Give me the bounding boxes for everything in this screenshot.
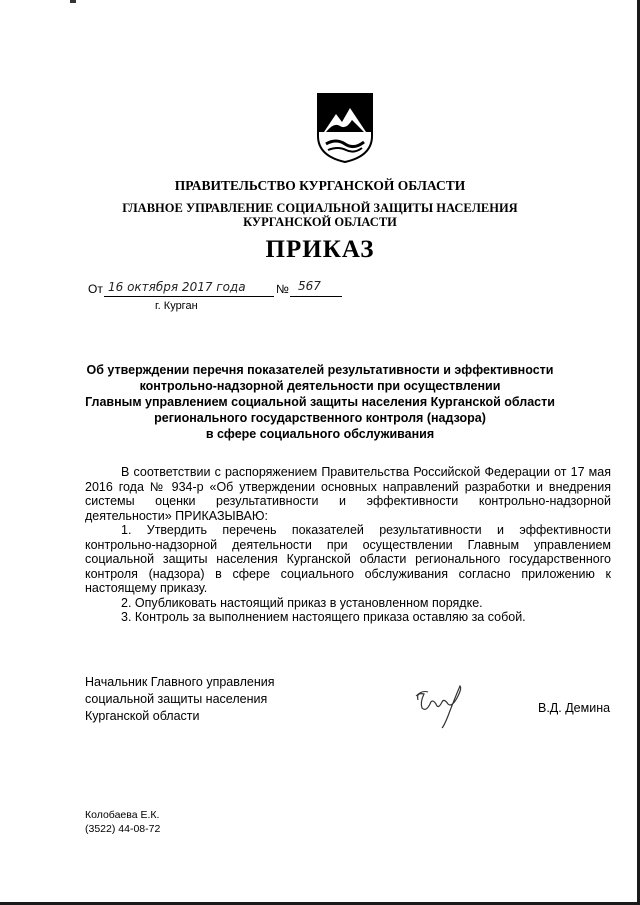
order-subject <box>0 362 640 442</box>
coat-of-arms-emblem <box>316 92 374 164</box>
order-body <box>85 465 611 625</box>
subject-line: в сфере социального обслуживания <box>205 427 435 441</box>
executor-phone: (3522) 44-08-72 <box>85 823 161 835</box>
order-date-handwritten: 16 октября 2017 года <box>108 280 246 294</box>
position-line: Начальник Главного управления <box>85 675 275 689</box>
from-label: От <box>88 282 103 296</box>
date-underline <box>104 296 274 297</box>
preamble-paragraph: В соответствии с распоряжением Правительства Российской Федерации от 17 мая 2016 года № 934-р «Об утверждении основных направлений разработки и внедрения системы оценки результативности и эффективности контрольно-надзорной деятельности» ПРИКАЗЫВАЮ: <box>85 465 611 523</box>
order-number-handwritten: 567 <box>298 279 321 293</box>
signatory-name: В.Д. Демина <box>538 701 611 715</box>
city-label: г. Курган <box>155 300 198 312</box>
executor-name: Колобаева Е.К. <box>85 809 160 821</box>
order-item-3: 3. Контроль за выполнением настоящего приказа оставляю за собой. <box>121 610 526 624</box>
order-item-2: 2. Опубликовать настоящий приказ в установленном порядке. <box>121 595 483 610</box>
signatory-position <box>85 674 275 725</box>
number-underline <box>290 296 342 297</box>
order-item-1: 1. Утвердить перечень показателей результативности и эффективности контрольно-надзорной деятельности при осуществлении Главным управлением социальной защиты населения Курганской области регионального государственного контроля (надзора) в сфере социального обслуживания согласно приложению к настоящему приказу. <box>85 523 611 595</box>
handwritten-signature <box>412 682 468 730</box>
department-title-line2: КУРГАНСКОЙ ОБЛАСТИ <box>243 215 397 229</box>
number-label: № <box>276 282 289 296</box>
scan-artifact <box>70 0 76 3</box>
department-title <box>0 201 640 229</box>
subject-line: Главным управлением социальной защиты населения Курганской области <box>85 395 555 409</box>
order-date-line <box>88 282 103 296</box>
subject-line: контрольно-надзорной деятельности при осуществлении <box>139 379 501 393</box>
executor-info <box>85 808 160 836</box>
subject-line: Об утверждении перечня показателей результативности и эффективности <box>86 363 554 377</box>
document-type-title: ПРИКАЗ <box>265 236 375 263</box>
subject-line: регионального государственного контроля (надзора) <box>154 411 486 425</box>
position-line: Курганской области <box>85 709 200 723</box>
position-line: социальной защиты населения <box>85 692 268 706</box>
department-title-line1: ГЛАВНОЕ УПРАВЛЕНИЕ СОЦИАЛЬНОЙ ЗАЩИТЫ НАСЕЛЕНИЯ <box>122 201 518 215</box>
government-title: ПРАВИТЕЛЬСТВО КУРГАНСКОЙ ОБЛАСТИ <box>174 178 466 193</box>
